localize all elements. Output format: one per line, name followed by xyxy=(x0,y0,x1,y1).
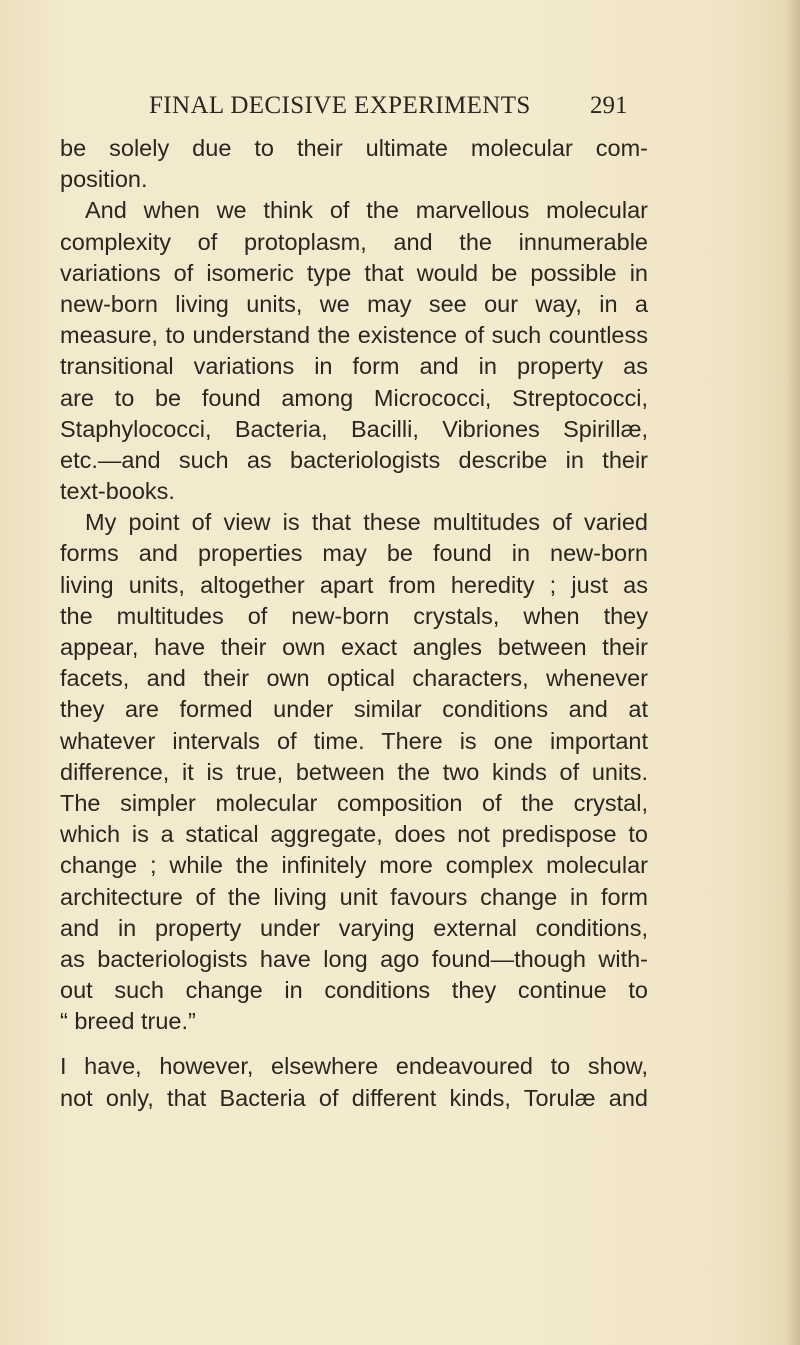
text-line: living units, altogether apart from heredity ; just as xyxy=(60,571,648,598)
running-head-title: FINAL DECISIVE EXPERIMENTS xyxy=(149,92,531,119)
text-line: whatever intervals of time. There is one important xyxy=(60,727,648,754)
paragraph-gap xyxy=(60,1037,648,1051)
text-line: be solely due to their ultimate molecular com- xyxy=(60,135,648,161)
text-line: complexity of protoplasm, and the innumerable xyxy=(60,228,648,255)
text-line: they are formed under similar conditions and at xyxy=(60,696,648,723)
text-line: Staphylococci, Bacteria, Bacilli, Vibriones Spirillæ, xyxy=(60,415,648,442)
text-line: forms and properties may be found in new-born xyxy=(60,540,648,567)
text-line: facets, and their own optical characters, whenever xyxy=(60,665,648,692)
text-line: measure, to understand the existence of such countless xyxy=(60,322,648,349)
text-line: out such change in conditions they continue to xyxy=(60,977,648,1004)
text-line: which is a statical aggregate, does not predispose to xyxy=(60,821,648,848)
text-line: transitional variations in form and in property as xyxy=(60,353,648,380)
text-line: difference, it is true, between the two kinds of units. xyxy=(60,758,648,785)
text-line: are to be found among Micrococci, Streptococci, xyxy=(60,384,648,411)
text-line: The simpler molecular composition of the crystal, xyxy=(60,789,648,816)
text-line: etc.—and such as bacteriologists describe in their xyxy=(60,446,648,473)
paragraph-start-line: I have, however, elsewhere endeavoured to show, xyxy=(60,1053,648,1080)
text-line: the multitudes of new-born crystals, when they xyxy=(60,602,648,629)
text-line: text-books. xyxy=(60,478,175,505)
text-line: and in property under varying external conditions, xyxy=(60,914,648,941)
text-line: appear, have their own exact angles between their xyxy=(60,634,648,660)
body-text xyxy=(60,133,648,1114)
text-line: new-born living units, we may see our way, in a xyxy=(60,290,648,317)
text-line: as bacteriologists have long ago found—though with- xyxy=(60,945,648,972)
text-line: not only, that Bacteria of different kinds, Torulæ and xyxy=(60,1084,648,1111)
text-line: “ breed true.” xyxy=(60,1008,196,1035)
page-edge-shadow xyxy=(786,0,800,1345)
page-number: 291 xyxy=(590,92,628,119)
text-line: change ; while the infinitely more complex molecular xyxy=(60,852,648,879)
paragraph-start-line: My point of view is that these multitudes of varied xyxy=(85,509,648,536)
paragraph-start-line: And when we think of the marvellous molecular xyxy=(85,197,648,224)
text-line: architecture of the living unit favours change in form xyxy=(60,883,648,910)
text-line: position. xyxy=(60,166,148,193)
text-line: variations of isomeric type that would be possible in xyxy=(60,259,648,286)
